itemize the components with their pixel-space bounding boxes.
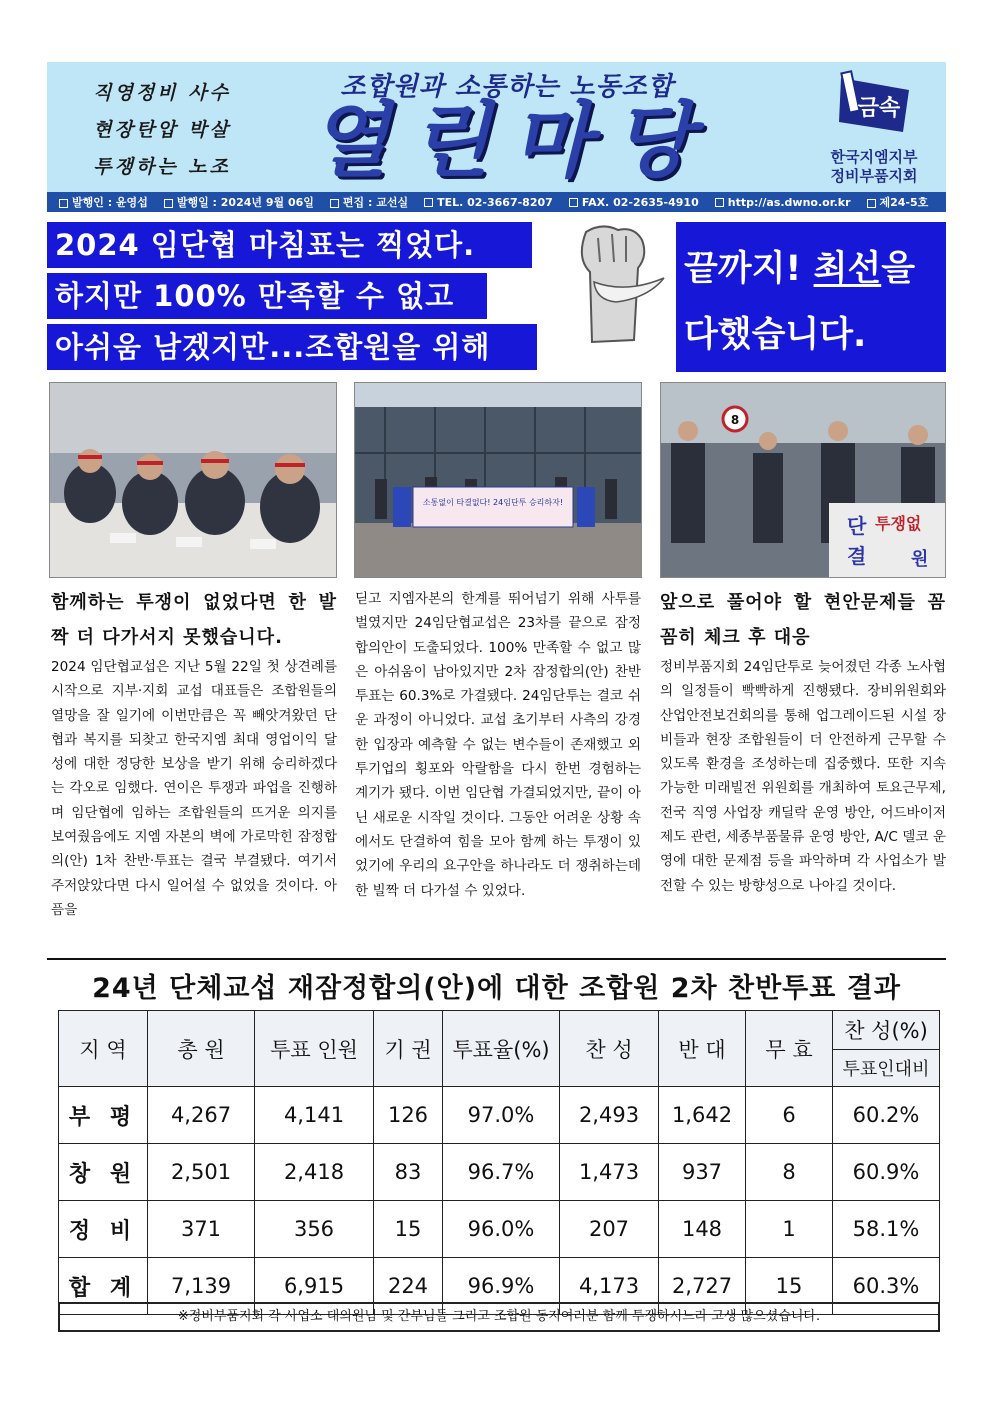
org-name-line2: 정비부품지회: [830, 167, 918, 185]
table-row: [59, 1201, 940, 1258]
cell-yes-pct: 60.2%: [833, 1087, 940, 1144]
cell-turnout: 96.9%: [443, 1258, 560, 1315]
newsletter-title: 열린마당: [309, 94, 715, 189]
cell-voters: 6,915: [255, 1258, 374, 1315]
cell-invalid: 8: [746, 1144, 833, 1201]
article-1-title: 함께하는 투쟁이 없었다면 한 발짝 더 다가서지 못했습니다.: [51, 592, 337, 648]
cell-yes-pct: 60.3%: [833, 1258, 940, 1315]
banner-char-2: 결: [847, 544, 867, 568]
vote-table-title: 24년 단체교섭 재잠정합의(안)에 대한 조합원 2차 찬반투표 결과: [92, 973, 901, 1004]
cell-voters: 356: [255, 1201, 374, 1258]
table-row: [59, 1144, 940, 1201]
cell-yes-pct: 58.1%: [833, 1201, 940, 1258]
info-editor: 편집 : 교선실: [330, 194, 408, 210]
sign-number: 8: [730, 413, 740, 427]
headline-right-box: [676, 222, 946, 372]
info-publisher: 발행인 : 윤영섭: [59, 194, 148, 210]
cell-total: 2,501: [148, 1144, 255, 1201]
banner-char-1: 단: [847, 514, 867, 538]
col-header-abstain: 기 권: [374, 1011, 443, 1087]
cell-voters: 2,418: [255, 1144, 374, 1201]
cell-total: 371: [148, 1201, 255, 1258]
vote-results-table: [58, 1010, 940, 1315]
headline-line3: 아쉬움 남겠지만...조합원을 위해: [47, 324, 537, 370]
headline-right-line2: 다했습니다.: [684, 315, 867, 355]
logo-text: 금속: [857, 96, 901, 121]
info-fax: FAX. 02-2635-4910: [569, 196, 699, 209]
article-1-body: 2024 임단협교섭은 지난 5월 22일 첫 상견례를 시작으로 지부·지회 교섭 대표들은 조합원들의 열망을 잘 일기에 이번만큼은 꼭 빼앗겨왔던 단협과 복지를 되찾고 한국지엠 최대 영업이익 달성에 대한 정당한 보상을 받기 위해 승리하겠다는 각오로 임했다. 연이은 투쟁과 파업을 진행하며 임단협에 임하는 조합원들의 뜨거운 의지를 보여줬음에도 지엠 자본의 벽에 가로막힌 잠정합의(안) 1차 찬반·투표는 결국 부결됐다. 여기서 주저앉았다면 다시 일어설 수 없었을 것이다. 아픔을: [51, 659, 337, 918]
raised-fist-icon: [556, 222, 668, 352]
cell-turnout: 96.0%: [443, 1201, 560, 1258]
cell-total: 4,267: [148, 1087, 255, 1144]
cell-invalid: 1: [746, 1201, 833, 1258]
issue-info-bar: [47, 192, 946, 212]
article-2-body: 딛고 지엠자본의 한계를 뛰어넘기 위해 사투를 벌였지만 24임단협교섭은 23차를 끝으로 잠정합의안이 도출되었다. 100% 만족할 수 없고 많은 아쉬움이 남아있지만 2차 잠정합의(안) 찬반투표는 60.3%로 가결됐다. 24임단투는 결코 쉬운 과정이 아니었다. 교섭 초기부터 사측의 강경한 입장과 예측할 수 없는 변수들이 존재했고 외투기업의 횡포와 악랄함을 다시 한번 경험하는 계기가 됐다. 이번 임단협 가결되었지만, 끝이 아닌 새로운 시작일 것이다. 그동안 어려운 상황 속에서도 단결하여 힘을 모아 함께 하는 투쟁이 있었기에 우리의 요구안을 하나라도 더 쟁취하는데 한 빌짝 더 다가설 수 있었다.: [355, 591, 641, 899]
col-header-yes-pct-basis: 투표인대비: [833, 1050, 940, 1087]
headline-right-line1: 끝까지! 최선을: [684, 249, 916, 289]
cell-voters: 4,141: [255, 1087, 374, 1144]
col-header-voters: 투표 인원: [255, 1011, 374, 1087]
table-row: [59, 1087, 940, 1144]
photo-picket-protest: [660, 382, 946, 578]
cell-region: 합 계: [59, 1258, 148, 1315]
col-header-total: 총 원: [148, 1011, 255, 1087]
cell-yes: 1,473: [560, 1144, 659, 1201]
cell-yes: 207: [560, 1201, 659, 1258]
col-header-yes: 찬 성: [560, 1011, 659, 1087]
org-name-line1: 한국지엠지부: [830, 148, 918, 166]
photo-negotiation-meeting: [49, 382, 337, 578]
col-header-turnout: 투표율(%): [443, 1011, 560, 1087]
cell-invalid: 15: [746, 1258, 833, 1315]
article-column-3: [660, 585, 946, 898]
article-column-1: [51, 585, 337, 922]
col-header-region: 지 역: [59, 1011, 148, 1087]
photo-rally-banner: [354, 382, 642, 578]
info-tel: TEL. 02-3667-8207: [424, 196, 553, 209]
banner-char-4: 원: [911, 549, 929, 570]
col-header-no: 반 대: [659, 1011, 746, 1087]
masthead: [47, 62, 946, 192]
cell-region: 정 비: [59, 1201, 148, 1258]
vote-footnote: ※정비부품지회 각 사업소 대의원님 및 간부님들 그리고 조합원 동지여러분 함께 투쟁하시느라 고생 많으셨습니다.: [58, 1302, 940, 1332]
section-divider: [47, 958, 946, 960]
photo-banner-text: 소통없이 타결없다! 24임단투 승리하자!: [422, 498, 564, 507]
slogan-2: 현장탄압 박살: [93, 119, 231, 141]
cell-abstain: 83: [374, 1144, 443, 1201]
info-url[interactable]: http://as.dwno.or.kr: [715, 196, 851, 209]
slogan-3: 투쟁하는 노조: [93, 156, 231, 178]
col-header-yes-pct: 찬 성(%): [833, 1011, 940, 1050]
cell-region: 창 원: [59, 1144, 148, 1201]
info-date: 발행일 : 2024년 9월 06일: [164, 194, 314, 210]
banner-text-3: 투쟁없: [875, 514, 922, 533]
headline-line1: 2024 임단협 마침표는 찍었다.: [47, 222, 532, 268]
article-column-2: [355, 587, 641, 903]
cell-region: 부 평: [59, 1087, 148, 1144]
headline-line2: 하지만 100% 만족할 수 없고: [47, 273, 487, 319]
col-header-invalid: 무 효: [746, 1011, 833, 1087]
newsletter-subtitle: 조합원과 소통하는 노동조합: [340, 72, 674, 102]
cell-no: 148: [659, 1201, 746, 1258]
cell-no: 2,727: [659, 1258, 746, 1315]
union-logo-icon: [835, 70, 915, 140]
article-3-body: 정비부품지회 24임단투로 늦어졌던 각종 노사협의 일정들이 빡빡하게 진행됐다. 장비위원회와 산업안전보건회의를 통해 업그레이드된 시설 장비들과 현장 조합원들이 더 안전하게 근무할 수 있도록 환경을 조성하는데 집중했다. 또한 지속가능한 미래빌전 위원회를 개최하여 토요근무제, 전국 직영 사업장 캐딜락 운영 방안, 어드바이저 제도 관련, 세종부품물류 운영 방안, A/C 델코 운영에 대한 문제점 등을 파악하며 각 사업소가 발전할 수 있는 방향성으로 나아길 것이다.: [660, 659, 946, 894]
cell-yes: 4,173: [560, 1258, 659, 1315]
cell-abstain: 126: [374, 1087, 443, 1144]
cell-yes: 2,493: [560, 1087, 659, 1144]
article-3-title: 앞으로 풀어야 할 현안문제들 꼼꼼히 체크 후 대응: [660, 592, 946, 648]
cell-no: 1,642: [659, 1087, 746, 1144]
cell-total: 7,139: [148, 1258, 255, 1315]
cell-turnout: 96.7%: [443, 1144, 560, 1201]
cell-no: 937: [659, 1144, 746, 1201]
cell-yes-pct: 60.9%: [833, 1144, 940, 1201]
cell-abstain: 224: [374, 1258, 443, 1315]
cell-invalid: 6: [746, 1087, 833, 1144]
cell-abstain: 15: [374, 1201, 443, 1258]
slogan-1: 직영정비 사수: [93, 82, 231, 104]
cell-turnout: 97.0%: [443, 1087, 560, 1144]
info-issue: 제24-5호: [867, 194, 929, 210]
